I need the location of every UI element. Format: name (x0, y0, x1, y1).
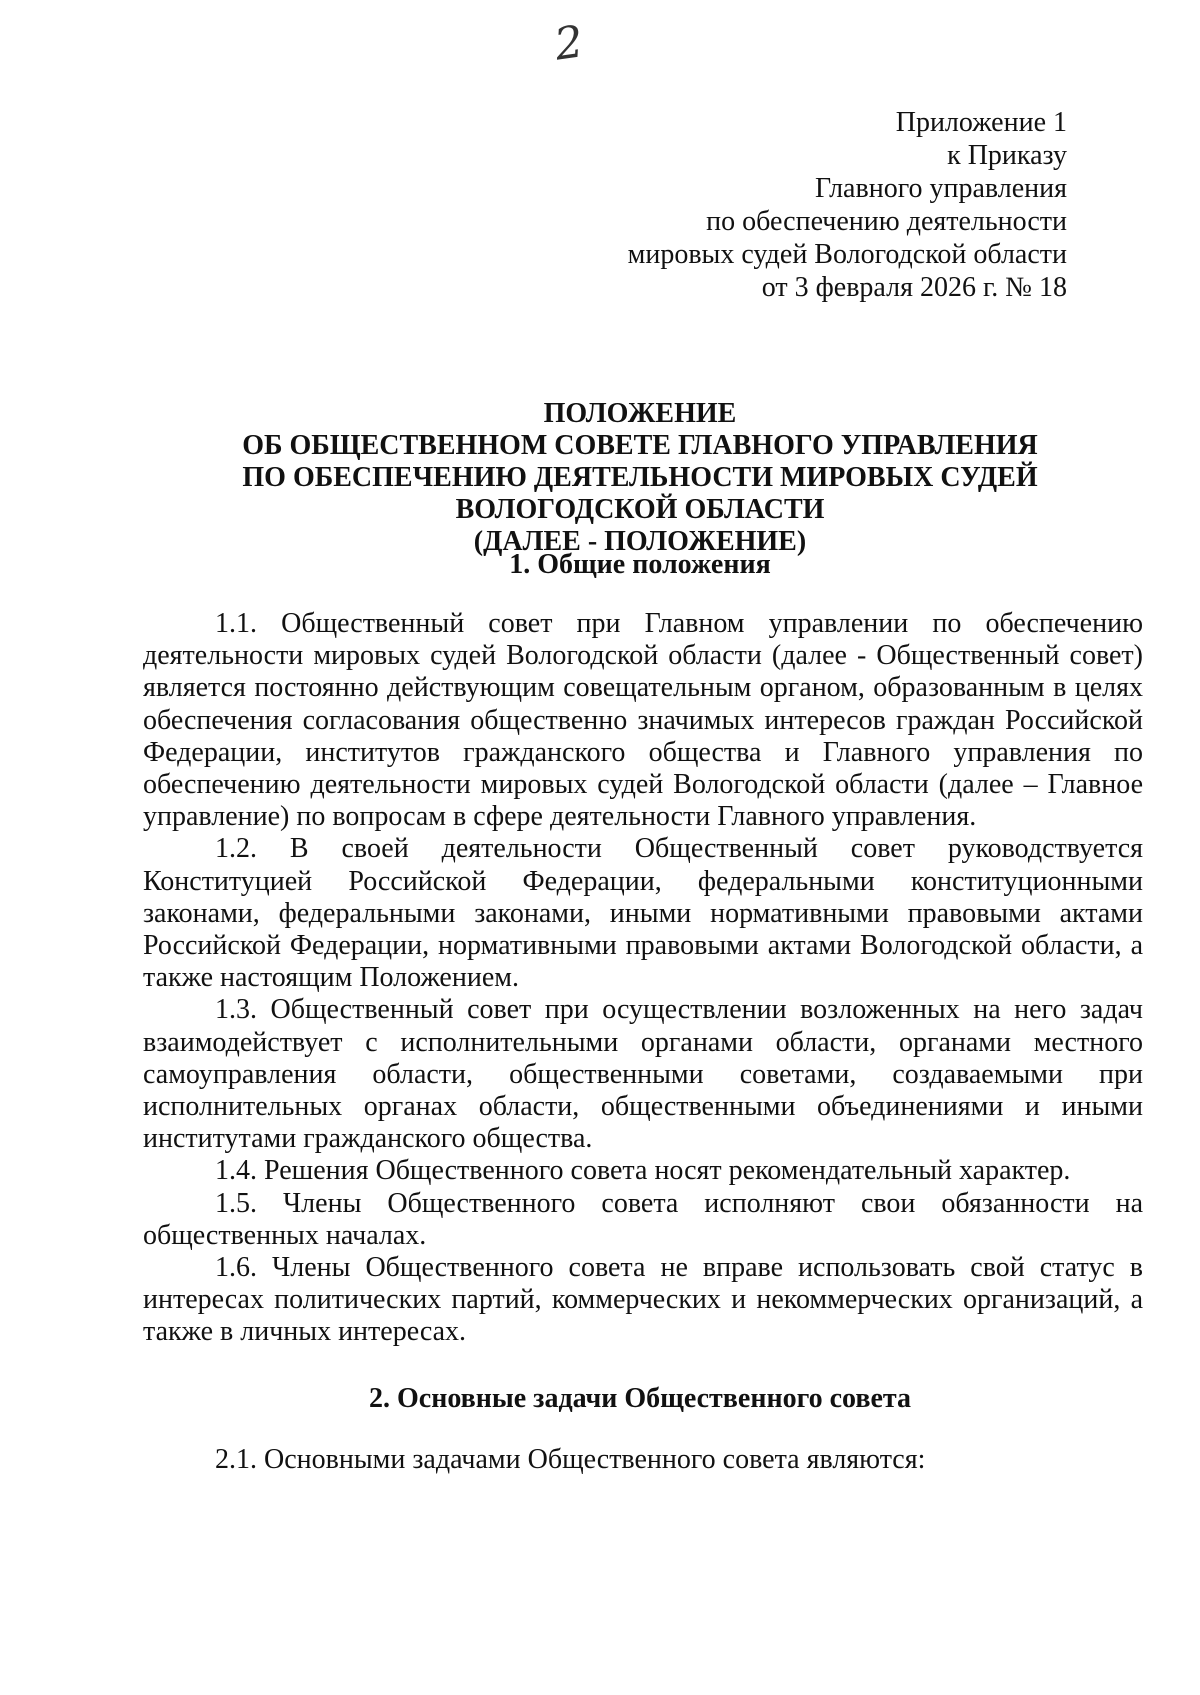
paragraph-1-5: 1.5. Члены Общественного совета исполняют свои обязанности на общественных началах. (143, 1187, 1143, 1251)
title-line: ПО ОБЕСПЕЧЕНИЮ ДЕЯТЕЛЬНОСТИ МИРОВЫХ СУДЕЙ (242, 462, 1038, 493)
section-2-body (143, 1444, 1143, 1476)
title-line: (ДАЛЕЕ - ПОЛОЖЕНИЕ) (473, 526, 807, 557)
paragraph-1-6: 1.6. Члены Общественного совета не вправе использовать свой статус в интересах политических партий, коммерческих и некоммерческих организаций, а также в личных интересах. (143, 1252, 1143, 1348)
appendix-line: Главного управления (815, 173, 1067, 204)
title-line: ОБ ОБЩЕСТВЕННОМ СОВЕТЕ ГЛАВНОГО УПРАВЛЕНИЯ (242, 430, 1038, 461)
section-1-body (143, 608, 1143, 1349)
title-line: ПОЛОЖЕНИЕ (543, 398, 737, 429)
document-title (140, 398, 1140, 558)
appendix-line: Приложение 1 (895, 107, 1067, 138)
paragraph-2-1: 2.1. Основными задачами Общественного совета являются: (215, 1444, 926, 1475)
appendix-line: мировых судей Вологодской области (627, 239, 1067, 270)
paragraph-1-1: 1.1. Общественный совет при Главном управлении по обеспечению деятельности мировых судей Вологодской области (далее - Общественный совет) является постоянно действующим совещательным органом, образованным в целях обеспечения согласования общественно значимых интересов граждан Российской Федерации, институтов гражданского общества и Главного управления по обеспечению деятельности мировых судей Вологодской области (далее – Главное управление) по вопросам в сфере деятельности Главного управления. (143, 608, 1143, 833)
title-line: ВОЛОГОДСКОЙ ОБЛАСТИ (455, 494, 825, 525)
paragraph-1-3: 1.3. Общественный совет при осуществлении возложенных на него задач взаимодействует с исполнительными органами области, органами местного самоуправления области, общественными советами, создаваемыми при исполнительных органах области, общественными объединениями и иными институтами гражданского общества. (143, 994, 1143, 1155)
appendix-header (628, 106, 1067, 304)
paragraph-1-2: 1.2. В своей деятельности Общественный совет руководствуется Конституцией Российской Федерации, федеральными конституционными законами, федеральными законами, иными нормативными правовыми актами Российской Федерации, нормативными правовыми актами Вологодской области, а также настоящим Положением. (143, 833, 1143, 994)
page-number: 2 (551, 16, 587, 71)
appendix-line: к Приказу (947, 140, 1067, 171)
appendix-line: от 3 февраля 2026 г. № 18 (761, 272, 1067, 303)
appendix-line: по обеспечению деятельности (706, 206, 1067, 237)
section-1-heading: 1. Общие положения (509, 549, 771, 580)
section-2-heading: 2. Основные задачи Общественного совета (369, 1383, 911, 1414)
paragraph-1-4: 1.4. Решения Общественного совета носят рекомендательный характер. (215, 1155, 1071, 1187)
